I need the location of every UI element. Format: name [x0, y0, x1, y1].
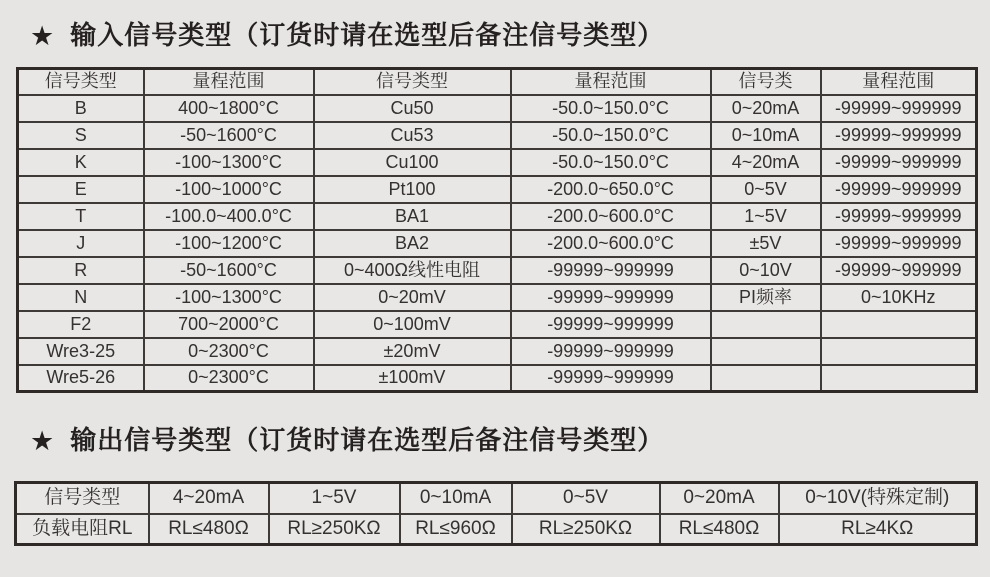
table-row [18, 284, 977, 311]
table-cell: S [18, 122, 144, 149]
table-cell: 0~10mA [711, 122, 821, 149]
table-cell: -100~1000°C [144, 176, 314, 203]
table-cell: 负载电阻RL [16, 514, 149, 545]
output-section-title-text: 输出信号类型（订货时请在选型后备注信号类型） [70, 425, 665, 455]
table-row [16, 483, 977, 514]
table-cell: Cu53 [314, 122, 511, 149]
table-cell: RL≥250KΩ [512, 514, 660, 545]
table-cell: 700~2000°C [144, 311, 314, 338]
table-cell: Wre5-26 [18, 365, 144, 392]
table-cell: -99999~999999 [821, 176, 977, 203]
table-cell: -99999~999999 [511, 338, 711, 365]
table-cell: 0~400Ω线性电阻 [314, 257, 511, 284]
table-cell: 0~20mA [660, 483, 779, 514]
column-header: 信号类型 [18, 69, 144, 95]
table-cell [711, 365, 821, 392]
table-cell: T [18, 203, 144, 230]
table-cell: -99999~999999 [511, 365, 711, 392]
table-cell: BA2 [314, 230, 511, 257]
star-icon: ★ [30, 426, 56, 456]
table-cell: N [18, 284, 144, 311]
column-header: 量程范围 [144, 69, 314, 95]
table-row [18, 203, 977, 230]
table-cell: 0~5V [711, 176, 821, 203]
table-cell: -99999~999999 [511, 257, 711, 284]
table-cell: 0~20mV [314, 284, 511, 311]
table-cell: PI频率 [711, 284, 821, 311]
table-row [16, 514, 977, 545]
table-cell: E [18, 176, 144, 203]
input-section-title [30, 15, 664, 52]
table-cell: 0~20mA [711, 95, 821, 122]
table-cell: 0~10mA [400, 483, 512, 514]
table-cell: -100~1300°C [144, 284, 314, 311]
table-cell: -100.0~400.0°C [144, 203, 314, 230]
header-row [18, 69, 977, 95]
table-cell: -50~1600°C [144, 257, 314, 284]
table-row [18, 230, 977, 257]
column-header: 信号类型 [314, 69, 511, 95]
table-cell: 0~10V(特殊定制) [779, 483, 977, 514]
table-row [18, 95, 977, 122]
table-cell: -50~1600°C [144, 122, 314, 149]
table-cell: BA1 [314, 203, 511, 230]
table-row [18, 149, 977, 176]
output-signal-table [14, 481, 978, 546]
table-row [18, 176, 977, 203]
table-cell: Wre3-25 [18, 338, 144, 365]
column-header: 量程范围 [511, 69, 711, 95]
table-cell: 1~5V [269, 483, 400, 514]
table-row [18, 365, 977, 392]
input-signal-table [16, 67, 978, 393]
table-cell: -50.0~150.0°C [511, 149, 711, 176]
table-cell: -99999~999999 [821, 230, 977, 257]
table-cell: 0~2300°C [144, 338, 314, 365]
table-cell: 400~1800°C [144, 95, 314, 122]
table-cell: -100~1200°C [144, 230, 314, 257]
column-header: 量程范围 [821, 69, 977, 95]
table-cell: RL≤960Ω [400, 514, 512, 545]
table-cell: B [18, 95, 144, 122]
input-section-title-text: 输入信号类型（订货时请在选型后备注信号类型） [70, 20, 665, 50]
table-cell: Cu100 [314, 149, 511, 176]
table-cell: RL≤480Ω [149, 514, 269, 545]
table-cell: 4~20mA [711, 149, 821, 176]
table-cell: 0~2300°C [144, 365, 314, 392]
star-icon: ★ [30, 21, 56, 51]
table-cell [821, 338, 977, 365]
table-cell: -99999~999999 [821, 149, 977, 176]
table-cell [711, 338, 821, 365]
table-cell: -100~1300°C [144, 149, 314, 176]
table-cell: -99999~999999 [821, 95, 977, 122]
table-cell: RL≥4KΩ [779, 514, 977, 545]
table-cell: K [18, 149, 144, 176]
table-cell: J [18, 230, 144, 257]
table-cell: -200.0~600.0°C [511, 203, 711, 230]
table-cell: ±5V [711, 230, 821, 257]
table-cell: -200.0~650.0°C [511, 176, 711, 203]
table-cell: -50.0~150.0°C [511, 95, 711, 122]
table-cell [821, 365, 977, 392]
table-cell [821, 311, 977, 338]
table-cell: Cu50 [314, 95, 511, 122]
table-row [18, 311, 977, 338]
table-cell: F2 [18, 311, 144, 338]
table-cell: -99999~999999 [511, 311, 711, 338]
table-cell: -99999~999999 [821, 122, 977, 149]
table-cell: -50.0~150.0°C [511, 122, 711, 149]
table-cell: -99999~999999 [511, 284, 711, 311]
table-cell: -200.0~600.0°C [511, 230, 711, 257]
table-cell [711, 311, 821, 338]
table-cell: 0~5V [512, 483, 660, 514]
table-cell: 1~5V [711, 203, 821, 230]
table-cell: RL≥250KΩ [269, 514, 400, 545]
table-cell: Pt100 [314, 176, 511, 203]
table-cell: 信号类型 [16, 483, 149, 514]
table-cell: 4~20mA [149, 483, 269, 514]
column-header: 信号类 [711, 69, 821, 95]
table-cell: 0~10V [711, 257, 821, 284]
table-cell: -99999~999999 [821, 203, 977, 230]
table-cell: ±20mV [314, 338, 511, 365]
output-section-title [30, 420, 664, 457]
table-cell: 0~100mV [314, 311, 511, 338]
table-row [18, 257, 977, 284]
table-row [18, 338, 977, 365]
table-cell: 0~10KHz [821, 284, 977, 311]
table-cell: ±100mV [314, 365, 511, 392]
table-cell: RL≤480Ω [660, 514, 779, 545]
table-cell: -99999~999999 [821, 257, 977, 284]
table-cell: R [18, 257, 144, 284]
table-row [18, 122, 977, 149]
